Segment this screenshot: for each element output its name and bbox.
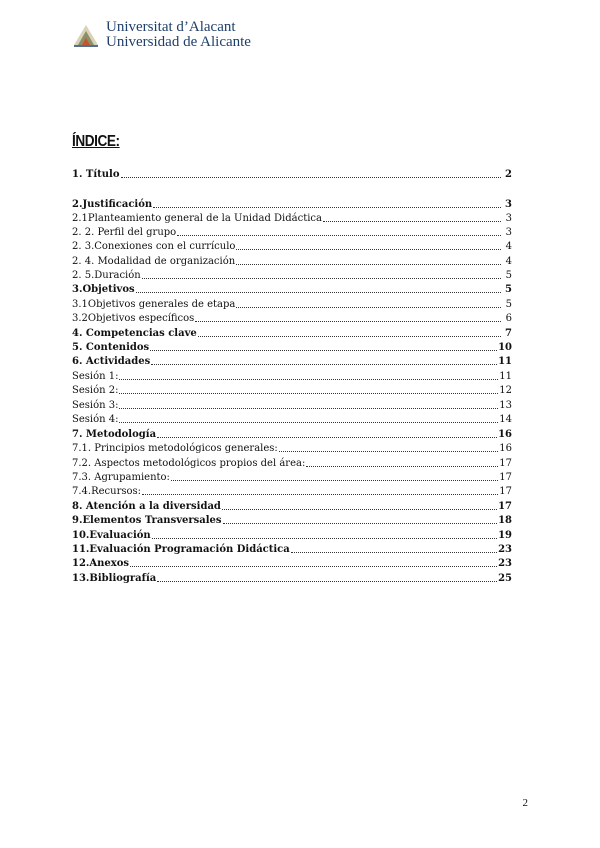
toc-entry[interactable] — [72, 499, 512, 513]
toc-dot-leader — [142, 494, 498, 495]
toc-dot-leader — [119, 393, 498, 394]
toc-entry-label: 7.4.Recursos: — [72, 486, 142, 497]
toc-entry-label: 10.Evaluación — [72, 530, 151, 541]
toc-entry-label: 3.Objetivos — [72, 284, 135, 295]
toc-dot-leader — [153, 207, 501, 208]
toc-entry-page: 17 — [499, 458, 512, 469]
university-name-spanish: Universidad de Alicante — [106, 34, 251, 50]
toc-entry[interactable] — [72, 197, 512, 211]
toc-entry-label: 8. Atención a la diversidad — [72, 501, 221, 512]
toc-entry[interactable] — [72, 311, 512, 325]
toc-entry-page: 5 — [505, 284, 512, 295]
toc-dot-leader — [236, 307, 501, 308]
toc-entry-page: 3 — [505, 213, 512, 224]
toc-dot-leader — [121, 177, 501, 178]
toc-dot-leader — [279, 451, 498, 452]
toc-dot-leader — [151, 364, 497, 365]
toc-entry[interactable] — [72, 167, 512, 181]
university-header — [72, 20, 251, 50]
page-title: ÍNDICE: — [72, 133, 120, 150]
toc-entry-label: 3.2Objetivos específicos — [72, 313, 195, 324]
toc-entry-label: 13.Bibliografía — [72, 573, 157, 584]
toc-entry-page: 5 — [505, 270, 512, 281]
toc-entry-page: 6 — [505, 313, 512, 324]
toc-dot-leader — [291, 552, 497, 553]
toc-entry[interactable] — [72, 369, 512, 383]
toc-entry-page: 3 — [505, 199, 512, 210]
toc-dot-leader — [150, 350, 497, 351]
toc-entry-label: 3.1Objetivos generales de etapa — [72, 299, 236, 310]
toc-entry-page: 23 — [498, 544, 512, 555]
toc-entry[interactable] — [72, 571, 512, 585]
toc-entry-label: 11.Evaluación Programación Didáctica — [72, 544, 290, 555]
toc-entry-page: 10 — [498, 342, 512, 353]
toc-entry-page: 11 — [498, 356, 512, 367]
toc-entry-label: Sesión 3: — [72, 400, 119, 411]
toc-entry[interactable] — [72, 225, 512, 239]
toc-entry-page: 17 — [499, 486, 512, 497]
toc-entry-page: 7 — [505, 328, 512, 339]
toc-entry[interactable] — [72, 340, 512, 354]
toc-entry-label: 12.Anexos — [72, 558, 130, 569]
toc-dot-leader — [171, 480, 498, 481]
toc-entry[interactable] — [72, 254, 512, 268]
toc-entry[interactable] — [72, 398, 512, 412]
toc-entry-label: Sesión 4: — [72, 414, 119, 425]
toc-dot-leader — [119, 422, 498, 423]
toc-entry-page: 17 — [499, 472, 512, 483]
toc-dot-leader — [152, 538, 497, 539]
toc-entry-label: 2.Justificación — [72, 199, 153, 210]
toc-entry-label: 7. Metodología — [72, 429, 157, 440]
toc-dot-leader — [223, 523, 498, 524]
university-logo-icon — [72, 21, 100, 49]
toc-dot-leader — [222, 509, 497, 510]
toc-entry[interactable] — [72, 441, 512, 455]
toc-entry-label: Sesión 2: — [72, 385, 119, 396]
toc-dot-leader — [119, 408, 498, 409]
toc-entry-page: 16 — [498, 429, 512, 440]
toc-dot-leader — [130, 566, 497, 567]
toc-entry-label: 5. Contenidos — [72, 342, 150, 353]
toc-entry[interactable] — [72, 470, 512, 484]
toc-dot-leader — [157, 581, 497, 582]
toc-entry-label: 6. Actividades — [72, 356, 151, 367]
toc-dot-leader — [306, 466, 498, 467]
toc-entry-label: 4. Competencias clave — [72, 328, 197, 339]
toc-entry-page: 4 — [505, 241, 512, 252]
toc-entry-label: 9.Elementos Transversales — [72, 515, 222, 526]
toc-entry-page: 23 — [498, 558, 512, 569]
toc-entry[interactable] — [72, 484, 512, 498]
toc-entry-page: 11 — [499, 371, 512, 382]
toc-entry[interactable] — [72, 354, 512, 368]
toc-dot-leader — [236, 264, 501, 265]
toc-dot-leader — [236, 249, 501, 250]
toc-entry[interactable] — [72, 542, 512, 556]
toc-entry[interactable] — [72, 326, 512, 340]
toc-dot-leader — [136, 292, 501, 293]
toc-entry-label: 1. Título — [72, 169, 120, 180]
toc-entry-page: 12 — [499, 385, 512, 396]
toc-entry[interactable] — [72, 427, 512, 441]
toc-entry-page: 18 — [498, 515, 512, 526]
toc-entry[interactable] — [72, 412, 512, 426]
toc-dot-leader — [142, 278, 501, 279]
university-name-valencian: Universitat d’Alacant — [106, 19, 236, 35]
toc-entry[interactable] — [72, 383, 512, 397]
toc-entry-page: 14 — [499, 414, 512, 425]
toc-entry-page: 2 — [505, 169, 512, 180]
toc-entry-label: 2. 3.Conexiones con el currículo — [72, 241, 236, 252]
toc-entry-label: 2.1Planteamiento general de la Unidad Didáctica — [72, 213, 322, 224]
toc-entry[interactable] — [72, 268, 512, 282]
toc-entry[interactable] — [72, 211, 512, 225]
toc-entry-page: 5 — [505, 299, 512, 310]
toc-dot-leader — [195, 321, 501, 322]
toc-entry-label: 2. 4. Modalidad de organización — [72, 256, 236, 267]
toc-entry-label: 7.1. Principios metodológicos generales: — [72, 443, 278, 454]
toc-entry-page: 16 — [499, 443, 512, 454]
page-number: 2 — [522, 797, 528, 809]
toc-entry-label: 2. 2. Perfil del grupo — [72, 227, 177, 238]
toc-dot-leader — [323, 221, 501, 222]
toc-entry[interactable] — [72, 239, 512, 253]
toc-entry-page: 3 — [505, 227, 512, 238]
toc-entry[interactable] — [72, 513, 512, 527]
toc-entry-label: Sesión 1: — [72, 371, 119, 382]
toc-entry-page: 25 — [498, 573, 512, 584]
toc-entry-page: 17 — [498, 501, 512, 512]
toc-entry-page: 13 — [499, 400, 512, 411]
toc-entry[interactable] — [72, 297, 512, 311]
toc-entry[interactable] — [72, 456, 512, 470]
toc-entry-page: 19 — [498, 530, 512, 541]
toc-entry-label: 2. 5.Duración — [72, 270, 141, 281]
toc-entry-label: 7.2. Aspectos metodológicos propios del área: — [72, 458, 306, 469]
toc-entry-page: 4 — [505, 256, 512, 267]
toc-entry[interactable] — [72, 556, 512, 570]
toc-dot-leader — [119, 379, 498, 380]
toc-dot-leader — [177, 235, 501, 236]
toc-dot-leader — [157, 437, 497, 438]
toc-entry-label: 7.3. Agrupamiento: — [72, 472, 170, 483]
toc-entry[interactable] — [72, 528, 512, 542]
toc-dot-leader — [198, 336, 501, 337]
toc-entry[interactable] — [72, 282, 512, 296]
